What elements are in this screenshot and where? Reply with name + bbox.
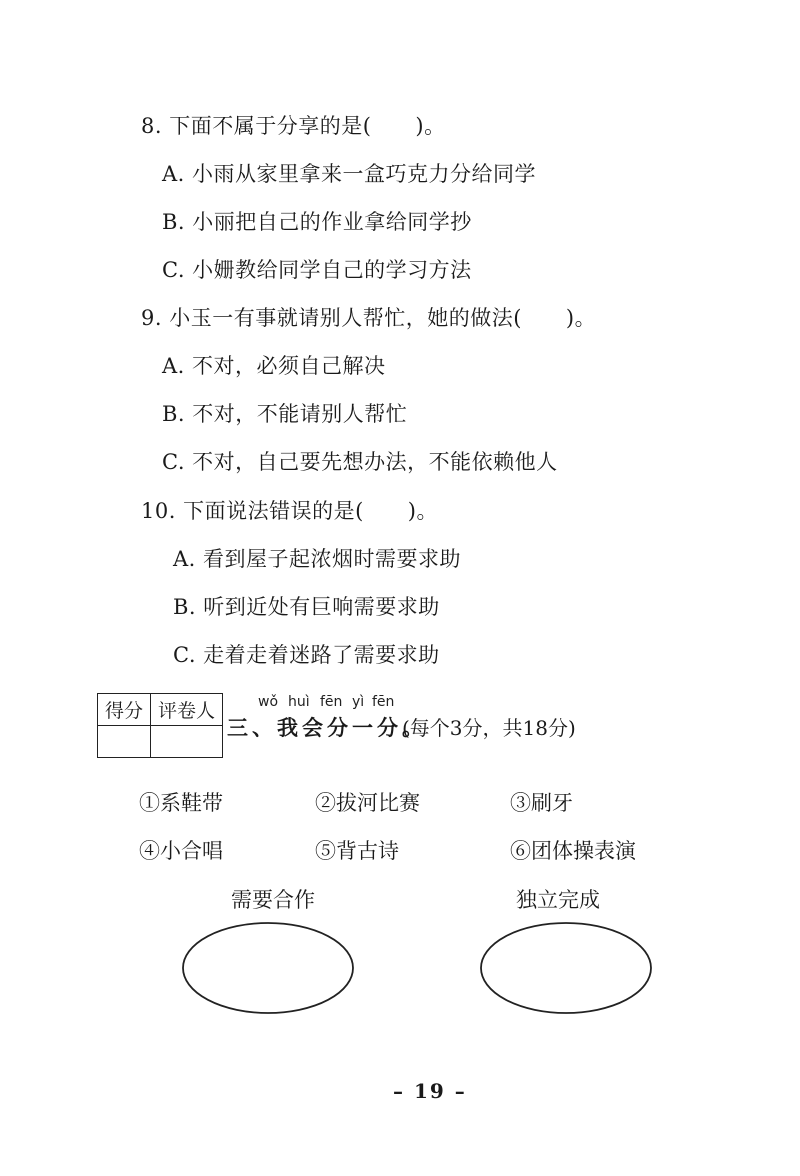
question-9-option-c[interactable]: C. 不对，自己要先想办法，不能依赖他人 xyxy=(162,450,558,474)
pinyin-yi: yì xyxy=(352,694,365,710)
item-5[interactable]: ⑤背古诗 xyxy=(315,839,399,863)
pinyin-fen-2: fēn xyxy=(372,694,395,710)
question-8-stem-text: 8. 下面不属于分享的是( xyxy=(141,114,372,138)
question-10-option-c[interactable]: C. 走着走着迷路了需要求助 xyxy=(173,643,440,667)
question-8-option-b[interactable]: B. 小丽把自己的作业拿给同学抄 xyxy=(162,210,472,234)
question-8-option-c[interactable]: C. 小姗教给同学自己的学习方法 xyxy=(162,258,472,282)
item-1[interactable]: ①系鞋带 xyxy=(139,791,223,815)
category-independent-label: 独立完成 xyxy=(516,888,600,912)
question-10-option-b[interactable]: B. 听到近处有巨响需要求助 xyxy=(173,595,440,619)
item-6[interactable]: ⑥团体操表演 xyxy=(510,839,636,863)
cooperation-answer-oval[interactable] xyxy=(183,923,353,1013)
question-10-option-a[interactable]: A. 看到屋子起浓烟时需要求助 xyxy=(173,547,462,571)
question-9-option-b[interactable]: B. 不对，不能请别人帮忙 xyxy=(162,402,408,426)
pinyin-fen: fēn xyxy=(320,694,343,710)
question-10-stem-end: )。 xyxy=(407,499,438,523)
independent-answer-oval[interactable] xyxy=(481,923,651,1013)
question-8-stem-end: )。 xyxy=(415,114,446,138)
grader-header: 评卷人 xyxy=(151,694,223,726)
pinyin-hui: huì xyxy=(288,694,310,710)
question-9-stem-text: 9. 小玉一有事就请别人帮忙，她的做法( xyxy=(141,306,522,330)
score-header: 得分 xyxy=(98,694,151,726)
item-2[interactable]: ②拔河比赛 xyxy=(315,791,420,815)
question-10-stem-text: 10. 下面说法错误的是( xyxy=(141,499,364,523)
question-9-option-a[interactable]: A. 不对，必须自己解决 xyxy=(162,354,386,378)
question-9-stem-end: )。 xyxy=(565,306,597,330)
category-cooperation-label: 需要合作 xyxy=(231,888,315,912)
pinyin-wo: wǒ xyxy=(258,694,279,710)
item-3[interactable]: ③刷牙 xyxy=(510,791,573,815)
question-8-option-a[interactable]: A. 小雨从家里拿来一盒巧克力分给同学 xyxy=(162,162,537,186)
page-number: – 19 – xyxy=(393,1079,467,1103)
section-3-points: (每个3分，共18分) xyxy=(402,716,576,740)
section-3-title: 三、我会分一分。 xyxy=(227,715,427,740)
item-4[interactable]: ④小合唱 xyxy=(139,839,223,863)
